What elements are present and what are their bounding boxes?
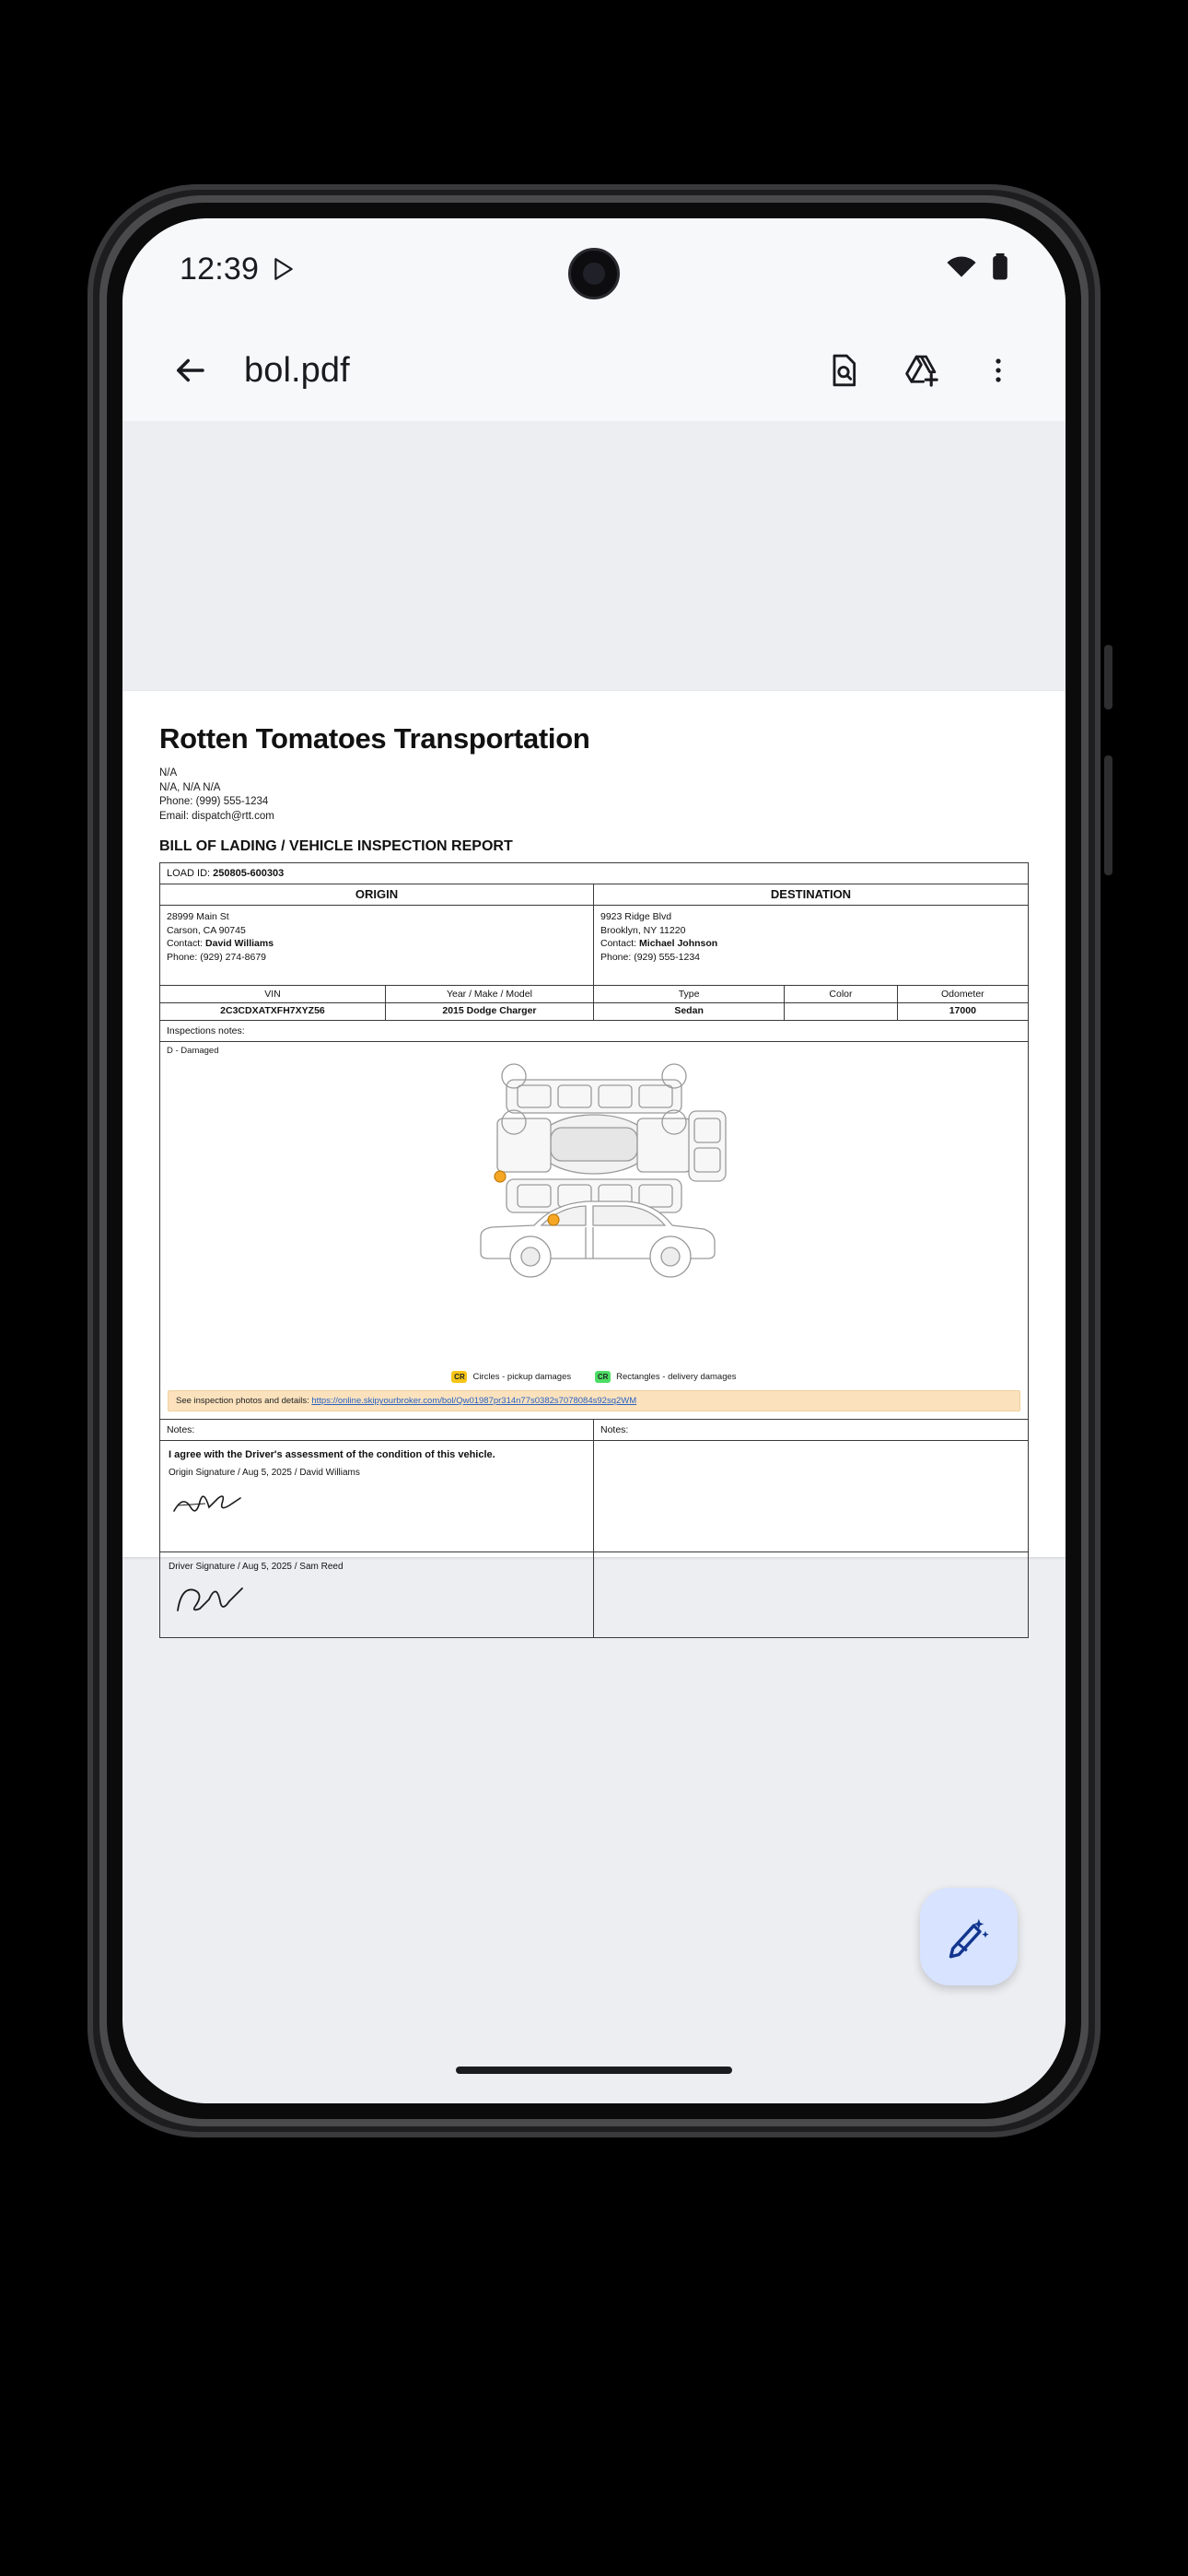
driver-notes-cell[interactable] bbox=[594, 1552, 1028, 1637]
driver-signature-cell bbox=[160, 1552, 594, 1637]
vehicle-damage-diagram[interactable] bbox=[160, 1056, 1028, 1369]
origin-signature-meta: Origin Signature / Aug 5, 2025 / David Williams bbox=[169, 1468, 360, 1478]
bol-form bbox=[159, 862, 1029, 1638]
damage-marker-1 bbox=[495, 1171, 506, 1182]
destination-city: Brooklyn, NY 11220 bbox=[600, 924, 686, 936]
destination-block bbox=[594, 906, 1028, 985]
volume-button[interactable] bbox=[1104, 645, 1112, 709]
legend-circle bbox=[451, 1371, 571, 1383]
legend-circle-text: Circles - pickup damages bbox=[472, 1372, 572, 1382]
damage-marker-2 bbox=[548, 1214, 559, 1225]
notes-header-row bbox=[160, 1420, 1028, 1441]
diagram-row bbox=[160, 1042, 1028, 1420]
company-email-row bbox=[159, 810, 1029, 825]
diagram-cell bbox=[160, 1042, 1028, 1419]
company-email: dispatch@rtt.com bbox=[192, 810, 274, 822]
find-in-file-icon[interactable] bbox=[808, 334, 879, 406]
vehicle-color bbox=[785, 1003, 897, 1020]
origin-block bbox=[160, 906, 594, 985]
inspection-photos-link[interactable]: https://online.skipyourbroker.com/bol/Qw01987pr314n77s0382s7078084s92sq2WM bbox=[311, 1396, 637, 1406]
origin-contact-label: Contact: bbox=[167, 938, 204, 949]
vehicle-header-color: Color bbox=[785, 986, 897, 1002]
damage-legend bbox=[160, 1369, 1028, 1383]
company-line1: N/A bbox=[159, 767, 178, 779]
power-button[interactable] bbox=[1104, 755, 1112, 875]
company-address-block bbox=[159, 767, 1029, 824]
origin-contact: David Williams bbox=[205, 938, 274, 949]
destination-heading: DESTINATION bbox=[770, 887, 852, 901]
edit-annotate-fab[interactable] bbox=[920, 1888, 1018, 1985]
car-diagram-svg bbox=[396, 1056, 792, 1305]
company-phone-row bbox=[159, 795, 1029, 810]
destination-phone: (929) 555-1234 bbox=[634, 951, 701, 963]
vehicle-header-odometer: Odometer bbox=[940, 989, 984, 1000]
origin-contact-row bbox=[167, 937, 587, 951]
vehicle-value-row bbox=[160, 1003, 1028, 1021]
company-name: Rotten Tomatoes Transportation bbox=[159, 722, 590, 755]
origin-city: Carson, CA 90745 bbox=[167, 924, 246, 936]
vehicle-header-type: Type bbox=[594, 986, 785, 1002]
address-heading-row bbox=[160, 884, 1028, 906]
play-store-icon bbox=[272, 257, 296, 281]
vehicle-header-row bbox=[160, 986, 1028, 1003]
back-arrow-icon[interactable] bbox=[154, 334, 226, 406]
app-bar bbox=[122, 320, 1066, 421]
driver-signature-mark bbox=[169, 1574, 279, 1622]
origin-agreement-statement: I agree with the Driver's assessment of the condition of this vehicle. bbox=[169, 1449, 495, 1460]
destination-contact-label: Contact: bbox=[600, 938, 637, 949]
inspection-photos-banner bbox=[168, 1390, 1020, 1411]
inspection-photos-text: See inspection photos and details: bbox=[176, 1396, 309, 1406]
address-body-row bbox=[160, 906, 1028, 986]
damage-key: D - Damaged bbox=[167, 1046, 219, 1056]
legend-rect-text: Rectangles - delivery damages bbox=[616, 1372, 737, 1382]
battery-icon bbox=[992, 253, 1008, 286]
origin-street: 28999 Main St bbox=[167, 911, 229, 922]
phone-screen bbox=[122, 218, 1066, 2103]
save-to-drive-icon[interactable] bbox=[885, 334, 957, 406]
inspection-notes-label: Inspections notes: bbox=[167, 1025, 245, 1036]
origin-phone-label: Phone: bbox=[167, 951, 198, 963]
origin-signature-row bbox=[160, 1441, 1028, 1552]
origin-notes-cell[interactable] bbox=[594, 1441, 1028, 1551]
driver-signature-row bbox=[160, 1552, 1028, 1637]
company-phone-label: Phone: bbox=[159, 796, 193, 807]
destination-phone-label: Phone: bbox=[600, 951, 632, 963]
company-line2: N/A, N/A N/A bbox=[159, 781, 221, 793]
vehicle-vin: 2C3CDXATXFH7XYZ56 bbox=[160, 1003, 386, 1020]
load-id-cell bbox=[160, 863, 1028, 884]
destination-contact-row bbox=[600, 937, 1021, 951]
origin-heading: ORIGIN bbox=[160, 884, 594, 905]
status-bar-left bbox=[180, 252, 296, 287]
page-title: bol.pdf bbox=[244, 350, 350, 390]
load-id-value: 250805-600303 bbox=[213, 868, 285, 879]
company-phone: (999) 555-1234 bbox=[195, 796, 269, 807]
legend-rect-chip: CR bbox=[595, 1371, 611, 1383]
company-email-label: Email: bbox=[159, 810, 189, 822]
legend-rect bbox=[595, 1371, 736, 1383]
more-options-icon[interactable] bbox=[962, 334, 1034, 406]
front-camera bbox=[568, 248, 620, 299]
notes-right-label: Notes: bbox=[600, 1424, 629, 1435]
status-bar-right bbox=[946, 253, 1008, 286]
pdf-viewport[interactable] bbox=[122, 421, 1066, 2103]
status-clock: 12:39 bbox=[180, 251, 260, 287]
destination-phone-row bbox=[600, 951, 1021, 965]
edit-annotate-icon bbox=[945, 1913, 993, 1961]
vehicle-header-vin: VIN bbox=[160, 986, 386, 1002]
notes-left-label: Notes: bbox=[160, 1420, 594, 1440]
pdf-page bbox=[122, 691, 1066, 1572]
destination-contact: Michael Johnson bbox=[639, 938, 718, 949]
document-title: BILL OF LADING / VEHICLE INSPECTION REPORT bbox=[159, 838, 513, 854]
origin-phone-row bbox=[167, 951, 587, 965]
vehicle-header-model: Year / Make / Model bbox=[386, 986, 594, 1002]
inspection-notes-row bbox=[160, 1021, 1028, 1042]
load-id-row bbox=[160, 863, 1028, 884]
wifi-icon bbox=[946, 255, 977, 284]
vehicle-type: Sedan bbox=[594, 1003, 785, 1020]
navigation-pill[interactable] bbox=[456, 2067, 732, 2074]
vehicle-model: 2015 Dodge Charger bbox=[386, 1003, 594, 1020]
legend-circle-chip: CR bbox=[451, 1371, 467, 1383]
driver-signature-meta: Driver Signature / Aug 5, 2025 / Sam Reed bbox=[169, 1562, 344, 1572]
origin-signature-cell bbox=[160, 1441, 594, 1551]
origin-signature-mark bbox=[169, 1480, 270, 1526]
destination-street: 9923 Ridge Blvd bbox=[600, 911, 672, 922]
load-id-label: LOAD ID: bbox=[167, 868, 211, 879]
vehicle-odometer: 17000 bbox=[949, 1005, 976, 1016]
origin-phone: (929) 274-8679 bbox=[200, 951, 267, 963]
